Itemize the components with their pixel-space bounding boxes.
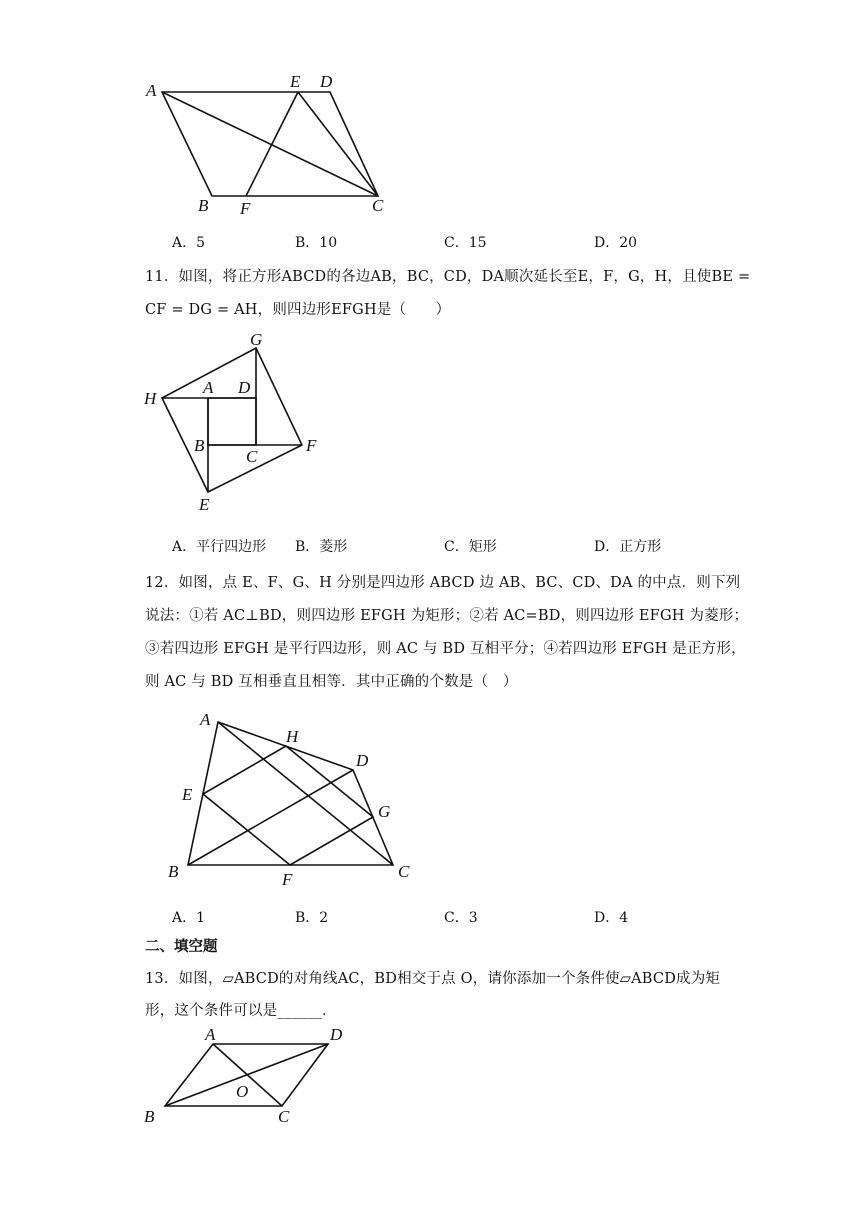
section-heading-fill-blank: 二、填空题	[145, 938, 218, 955]
q10-label-c: C	[372, 196, 384, 215]
q12-diagonal-ac	[218, 722, 393, 865]
q11-option-a[interactable]: A．平行四边形	[172, 539, 267, 555]
q12-label-b: B	[168, 862, 179, 881]
q11-option-b[interactable]: B．菱形	[295, 539, 348, 555]
q13-label-c: C	[278, 1107, 290, 1126]
q10-option-c[interactable]: C．15	[444, 235, 487, 251]
q11-label-c: C	[246, 447, 258, 466]
q10-option-b[interactable]: B．10	[295, 235, 338, 251]
q13-label-a: A	[205, 1025, 216, 1044]
q12-label-d: D	[356, 751, 369, 770]
q10-label-b: B	[198, 196, 209, 215]
q13-figure	[140, 1022, 350, 1132]
q11-square-abcd	[208, 398, 256, 445]
q10-option-a[interactable]: A．5	[172, 235, 206, 251]
q13-label-d: D	[330, 1025, 343, 1044]
q13-text-line2: 形，这个条件可以是______．	[145, 1003, 337, 1019]
q11-label-f: F	[306, 436, 317, 455]
q10-label-e: E	[290, 72, 301, 91]
q12-label-f: F	[282, 870, 293, 889]
q10-option-d[interactable]: D．20	[594, 235, 638, 251]
q12-label-a: A	[200, 710, 211, 729]
q12-label-g: G	[378, 802, 391, 821]
q12-text-line1: 12．如图，点 E、F、G、H 分别是四边形 ABCD 边 AB、BC、CD、DA 的中点．则下列	[145, 575, 741, 591]
q12-label-e: E	[182, 785, 193, 804]
q11-label-b: B	[194, 436, 205, 455]
q13-text-line1: 13．如图，▱ABCD的对角线AC，BD相交于点 O，请你添加一个条件使▱ABCD成为矩	[145, 971, 721, 987]
q11-label-g: G	[250, 330, 263, 349]
q10-label-d: D	[320, 72, 333, 91]
q11-quadrilateral-efgh	[162, 348, 302, 492]
q11-text-line1: 11．如图，将正方形ABCD的各边AB，BC，CD，DA顺次延长至E，F，G，H，且使BE =	[145, 269, 751, 285]
q12-quadrilateral-efgh	[203, 746, 373, 865]
q10-figure	[140, 70, 400, 220]
q12-figure	[160, 705, 430, 895]
q10-segment-ef	[246, 92, 298, 196]
q12-text-line4: 则 AC 与 BD 互相垂直且相等．其中正确的个数是（ ）	[145, 674, 518, 690]
q11-option-c[interactable]: C．矩形	[444, 539, 497, 555]
q13-label-o: O	[236, 1082, 249, 1101]
q12-diagonal-bd	[188, 770, 353, 865]
q11-label-h: H	[144, 389, 157, 408]
q13-label-b: B	[144, 1107, 155, 1126]
q11-text-line2: CF = DG = AH，则四边形EFGH是（ ）	[145, 302, 451, 318]
q10-label-a: A	[146, 81, 157, 100]
q11-figure	[140, 330, 340, 515]
q12-option-b[interactable]: B．2	[295, 910, 329, 926]
q12-option-c[interactable]: C．3	[444, 910, 478, 926]
q12-option-d[interactable]: D．4	[594, 910, 629, 926]
q12-label-h: H	[286, 727, 299, 746]
q11-label-d: D	[238, 378, 251, 397]
q12-option-a[interactable]: A．1	[172, 910, 206, 926]
q10-label-f: F	[240, 199, 251, 218]
q11-label-e: E	[199, 495, 210, 514]
q12-text-line2: 说法：①若 AC⊥BD，则四边形 EFGH 为矩形；②若 AC=BD，则四边形 EFGH 为菱形；	[145, 608, 749, 624]
q11-option-d[interactable]: D．正方形	[594, 539, 662, 555]
q12-text-line3: ③若四边形 EFGH 是平行四边形，则 AC 与 BD 互相平分；④若四边形 EFGH 是正方形，	[145, 641, 746, 657]
q11-label-a: A	[203, 378, 214, 397]
q10-segment-ac	[162, 92, 378, 196]
q12-label-c: C	[398, 862, 410, 881]
